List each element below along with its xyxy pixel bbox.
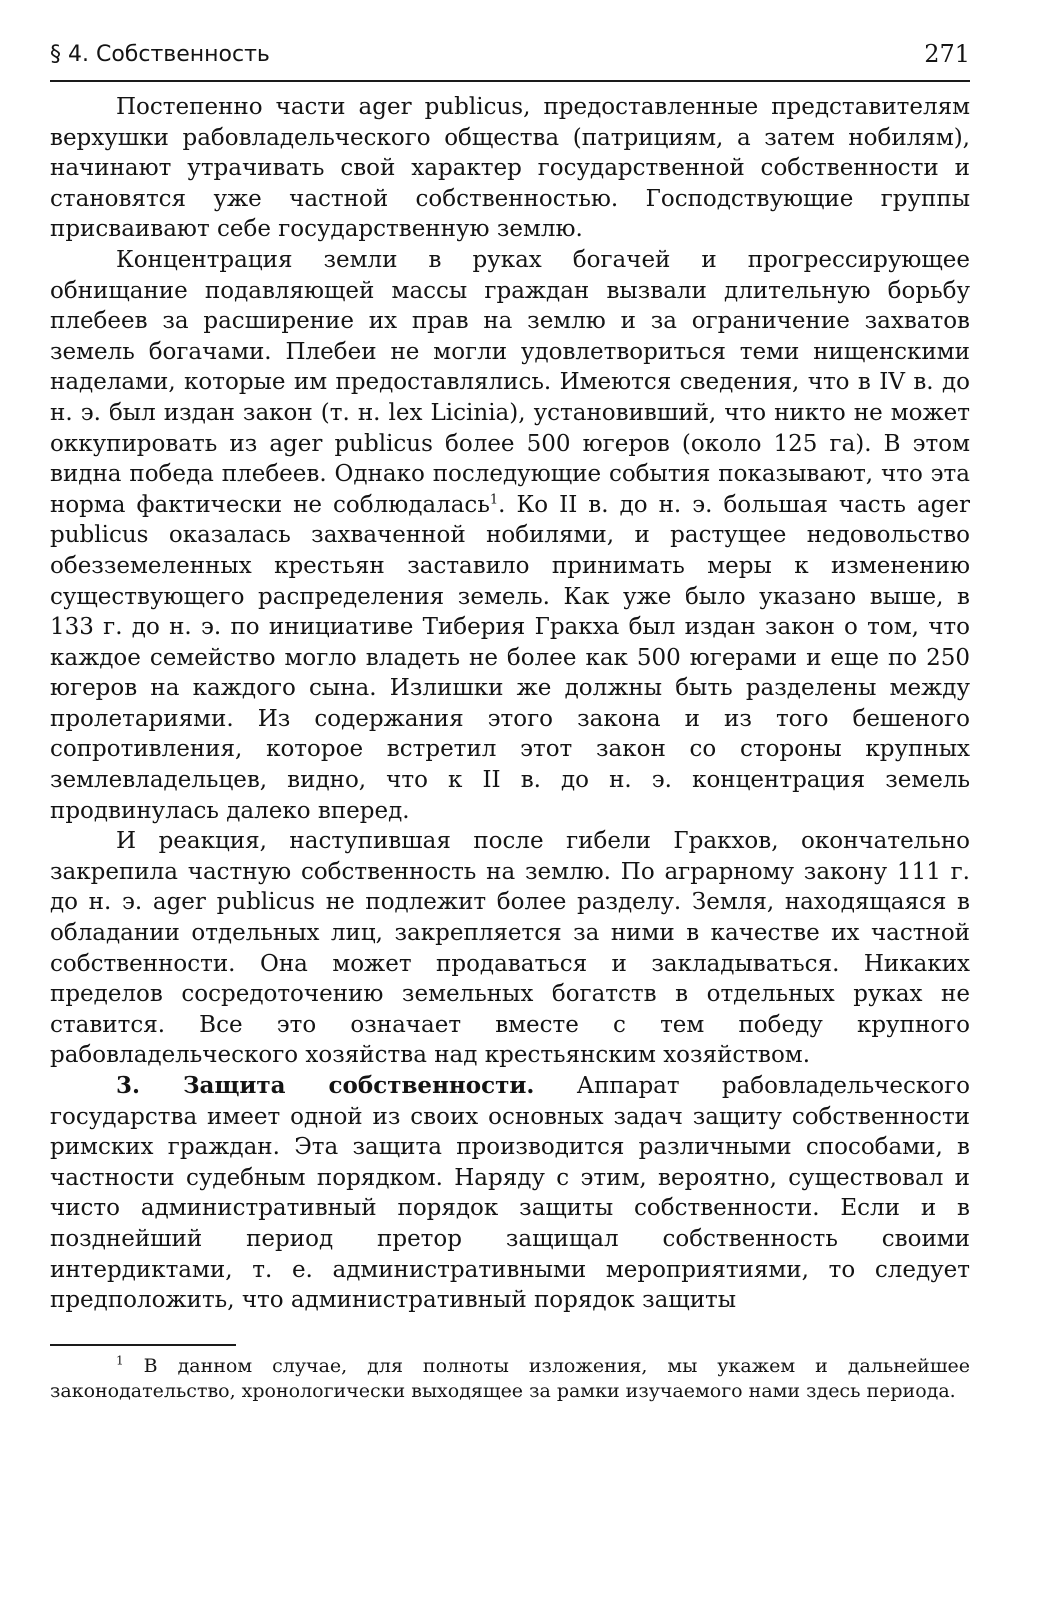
paragraph-4-text: Аппарат рабовладельческого государства имеет одной из своих основных задач защиту собственности римских граждан. Эта защита производится различными способами, в частности судебным порядком. Наряду с этим, вероятно, существовал и чисто административный порядок защиты собственности. Если и в позднейший период претор защищал собственность своими интердиктами, т. е. административными мероприятиями, то следует предположить, что административный порядок защиты: [50, 1073, 970, 1314]
footnote-divider: [50, 1344, 236, 1346]
footnote-text: В данном случае, для полноты изложения, мы укажем и дальнейшее законодательство, хронологически выходящее за рамки изучаемого нами здесь периода.: [50, 1354, 970, 1402]
paragraph-2-part-1: Концентрация земли в руках богачей и прогрессирующее обнищание подавляющей массы граждан вызвали длительную борьбу плебеев за расширение их прав на землю и за ограничение захватов земель богачами. Плебеи не могли удовлетвориться теми нищенскими наделами, которые им предоставлялись. Имеются сведения, что в IV в. до н. э. был издан закон (т. н. lex Licinia), установивший, что никто не может оккупировать из ager publicus более 500 югеров (около 125 га). В этом видна победа плебеев. Однако последующие события показывают, что эта норма фактически не соблюдалась: [50, 246, 970, 518]
paragraph-1: Постепенно части ager publicus, предоставленные представителям верхушки рабовладельческого общества (патрициям, а затем нобилям), начинают утрачивать свой характер государственной собственности и становятся уже частной собственностью. Господствующие группы присваивают себе государственную землю.: [50, 94, 970, 243]
footnote-reference[interactable]: 1: [489, 492, 499, 508]
book-page: [50, 38, 970, 1404]
footnote-marker: 1: [116, 1353, 124, 1368]
paragraph-2-part-2: . Ко II в. до н. э. большая часть ager publicus оказалась захваченной нобилями, и растущее недовольство обезземеленных крестьян заставило принимать меры к изменению существующего распределения земель. Как уже было указано выше, в 133 г. до н. э. по инициативе Тиберия Гракха был издан закон о том, что каждое семейство могло владеть не более как 500 югерами и еще по 250 югеров на каждого сына. Излишки же должны быть разделены между пролетариями. Из содержания этого закона и из того бешеного сопротивления, которое встретил этот закон со стороны крупных землевладельцев, видно, что к II в. до н. э. концентрация земель продвинулась далеко вперед.: [50, 491, 970, 824]
body-text: [50, 92, 970, 1316]
running-head: § 4. Собственность: [50, 42, 270, 67]
paragraph-2: [50, 245, 970, 826]
paragraph-3: И реакция, наступившая после гибели Гракхов, окончательно закрепила частную собственность на землю. По аграрному закону 111 г. до н. э. ager publicus не подлежит более разделу. Земля, находящаяся в обладании отдельных лиц, закрепляется за ними в качестве их частной собственности. Она может продаваться и закладываться. Никаких пределов сосредоточению земельных богатств в отдельных руках не ставится. Все это означает вместе с тем победу крупного рабовладельческого хозяйства над крестьянским хозяйством.: [50, 828, 970, 1069]
page-number: 271: [924, 40, 970, 68]
page-header: [50, 38, 970, 82]
section-heading: 3. Защита собственности.: [116, 1072, 535, 1099]
footnote: [50, 1354, 970, 1404]
paragraph-4: [50, 1071, 970, 1316]
